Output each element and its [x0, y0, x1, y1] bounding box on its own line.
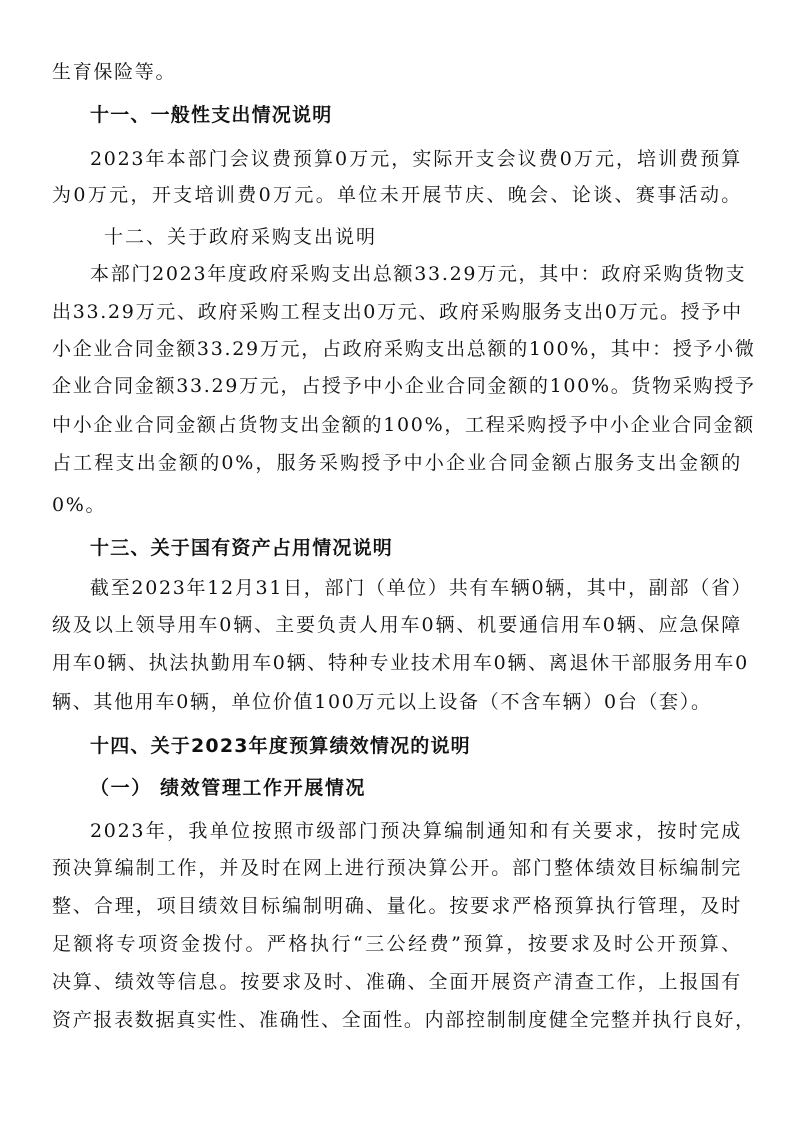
paragraph-line: 级及以上领导用车0辆、主要负责人用车0辆、机要通信用车0辆、应急保障	[52, 614, 742, 636]
paragraph-line: 2023年，我单位按照市级部门预决算编制通知和有关要求，按时完成	[90, 820, 742, 842]
paragraph-line: 中小企业合同金额占货物支出金额的100%，工程采购授予中小企业合同金额	[52, 414, 755, 436]
paragraph-line: 资产报表数据真实性、准确性、全面性。内部控制制度健全完整并执行良好，	[52, 1009, 756, 1031]
paragraph-line: 企业合同金额33.29万元，占授予中小企业合同金额的100%。货物采购授予	[52, 375, 756, 397]
paragraph-line: 决算、绩效等信息。按要求及时、准确、全面开展资产清查工作，上报国有	[52, 971, 742, 993]
paragraph-line: 用车0辆、执法执勤用车0辆、特种专业技术用车0辆、离退休干部服务用车0	[52, 652, 749, 674]
paragraph-line: 生育保险等。	[52, 61, 177, 83]
paragraph-line: 足额将专项资金拨付。严格执行“三公经费”预算，按要求及时公开预算、	[52, 933, 742, 955]
subsection-heading-1: （一） 绩效管理工作开展情况	[90, 777, 367, 799]
section-heading-13: 十三、关于国有资产占用情况说明	[90, 537, 394, 559]
paragraph-line: 小企业合同金额33.29万元，占政府采购支出总额的100%，其中：授予小微	[52, 338, 756, 360]
paragraph-line: 截至2023年12月31日，部门（单位）共有车辆0辆，其中，副部（省）	[90, 577, 753, 599]
paragraph-line: 出33.29万元、政府采购工程支出0万元、政府采购服务支出0万元。授予中	[52, 301, 743, 323]
section-heading-11: 十一、一般性支出情况说明	[90, 104, 333, 126]
paragraph-line: 预决算编制工作，并及时在网上进行预决算公开。部门整体绩效目标编制完	[52, 857, 742, 879]
section-heading-12: 十二、关于政府采购支出说明	[104, 226, 378, 248]
paragraph-line: 0%。	[52, 494, 107, 516]
paragraph-line: 辆、其他用车0辆，单位价值100万元以上设备（不含车辆）0台（套）。	[52, 691, 712, 713]
paragraph-line: 整、合理，项目绩效目标编制明确、量化。按要求严格预算执行管理，及时	[52, 895, 742, 917]
paragraph-line: 2023年本部门会议费预算0万元，实际开支会议费0万元，培训费预算	[90, 148, 742, 170]
paragraph-line: 本部门2023年度政府采购支出总额33.29万元，其中：政府采购货物支	[90, 263, 747, 285]
paragraph-line: 占工程支出金额的0%，服务采购授予中小企业合同金额占服务支出金额的	[52, 452, 742, 474]
section-heading-14: 十四、关于2023年度预算绩效情况的说明	[90, 735, 471, 757]
paragraph-line: 为0万元，开支培训费0万元。单位未开展节庆、晚会、论谈、赛事活动。	[52, 184, 742, 206]
